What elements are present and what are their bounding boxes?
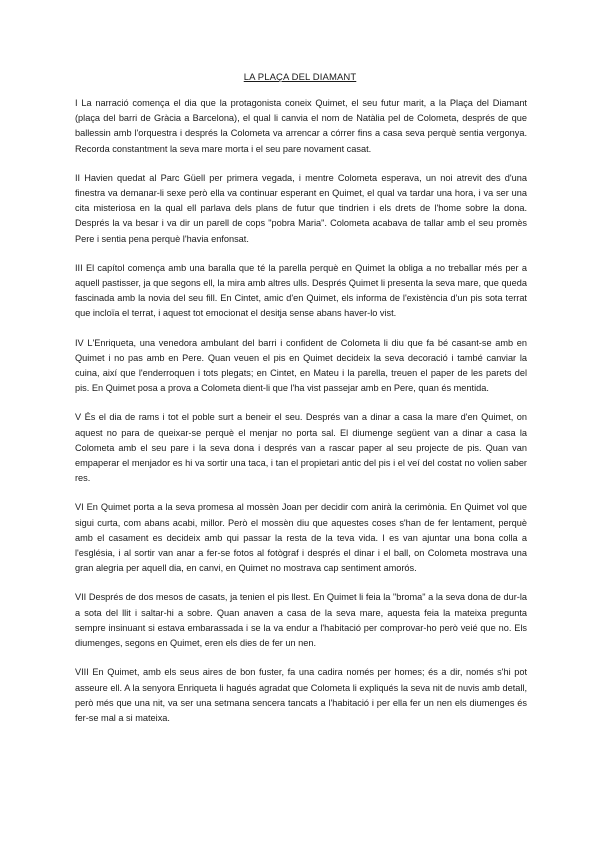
paragraph-chapter-7: VII Després de dos mesos de casats, ja tenien el pis llest. En Quimet li feia la "broma" a la seva dona de dur-la a sota del llit i saltar-hi a sobre. Quan anaven a casa de la seva mare, aquesta feia la mateixa pregunta sempre insinuant si estava embarassada i se la va endur a l'habitació per comprovar-ho però veié que no. Els diumenges, segons en Quimet, eren els dies de fer un nen. <box>75 592 527 649</box>
paragraph-chapter-1: I La narració comença el dia que la protagonista coneix Quimet, el seu futur marit, a la Plaça del Diamant (plaça del barri de Gràcia a Barcelona), el qual li canvia el nom de Natàlia pel de Colometa, després de que ballessin amb l'orquestra i després la Colometa va arrencar a córrer fins a casa seva perquè sentia vergonya. Recorda constantment la seva mare morta i el seu pare novament casat. <box>75 98 527 154</box>
document-body <box>75 96 527 740</box>
paragraph-chapter-5: V És el dia de rams i tot el poble surt a beneir el seu. Després van a dinar a casa la mare d'en Quimet, on aquest no para de queixar-se perquè el menjar no porta sal. El diumenge següent van a dinar a casa la Colometa amb el seu pare i la seva dona i després van a rascar paper al seu projecte de pis. Quan van empaperar el menjador es hi va sortir una taca, i tan el propietari antic del pis i el veí del costat no volien saber res. <box>75 412 527 484</box>
paragraph-chapter-3: III El capítol comença amb una baralla que té la parella perquè en Quimet la obliga a no treballar més per a aquell pastisser, ja que segons ell, la mira amb altres ulls. Després Quimet li presenta la seva mare, que queda fascinada amb la novia del seu fill. En Cintet, amic d'en Quimet, els informa de l'existència d'un pis sota terrat que incloïa el terrat, i aquest tot emocionat el desitja sense abans haver-lo vist. <box>75 262 527 319</box>
document-title: LA PLAÇA DEL DIAMANT <box>243 72 357 83</box>
paragraph-chapter-8: VIII En Quimet, amb els seus aires de bon fuster, fa una cadira només per homes; és a dir, només s'hi pot asseure ell. A la senyora Enriqueta li hagués agradat que Colometa li expliqués la seva nit de nuvis amb detall, però més que una nit, va ser una setmana sencera tancats a l'habitació i per ella fer un nen els diumenges és fer-se mal a si mateixa. <box>75 667 527 723</box>
paragraph-chapter-4: IV L'Enriqueta, una venedora ambulant del barri i confident de Colometa li diu que fa bé casant-se amb en Quimet i no pas amb en Pere. Quan veuen el pis en Quimet decideix la seva decoració i també canviar la cuina, així que l'enderroquen i tots plegats; en Cintet, en Mateu i la parella, treuen el paper de les parets del pis. En Quimet posa a prova a Colometa dient-li que l'ha vist passejar amb en Pere, quan és mentida. <box>75 337 527 394</box>
paragraph-chapter-2: II Havien quedat al Parc Güell per primera vegada, i mentre Colometa esperava, un noi atrevit des d'una finestra va demanar-li sexe però ella va continuar esperant en Quimet, el qual va tardar una hora, i va ser una cita misteriosa en la qual ell parlava dels plans de futur que tindrien i els drets de l'home sobre la dona. Després la va besar i va dir un parell de cops "pobra Maria". Colometa acabava de tallar amb el seu promès Pere i sentia pena perquè l'havia enfonsat. <box>75 172 527 244</box>
paragraph-chapter-6: VI En Quimet porta a la seva promesa al mossèn Joan per decidir com anirà la cerimònia. En Quimet vol que sigui curta, com abans acabi, millor. Però el mossèn diu que aquestes coses s'han de fer lentament, perquè amb el casament es decideix amb qui passar la resta de la teva vida. I es van ajuntar una bona colla a l'església, i al sortir van anar a fer-se fotos al fotògraf i després el dinar i el ball, on Colometa mostrava una gran alegria per aquell dia, en canvi, en Quimet no mostrava cap sentiment amorós. <box>75 502 527 574</box>
